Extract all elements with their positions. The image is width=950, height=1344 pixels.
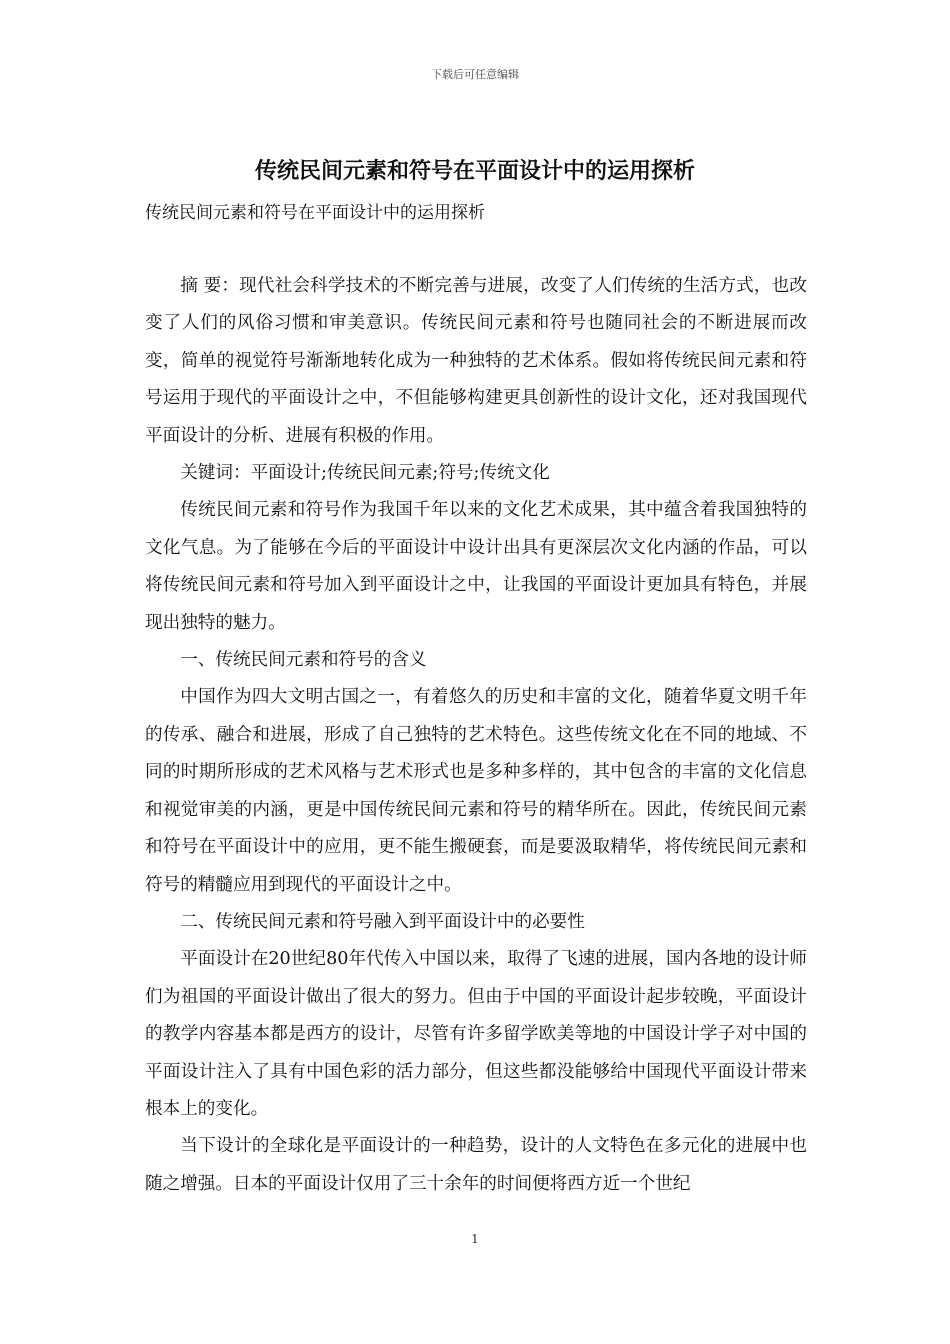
page-header-note: 下载后可任意编辑 xyxy=(431,68,519,81)
section-heading-2: 二、传统民间元素和符号融入到平面设计中的必要性 xyxy=(180,911,585,932)
keywords-paragraph: 关键词：平面设计;传统民间元素;符号;传统文化 xyxy=(180,463,550,484)
abstract-paragraph: 摘 要：现代社会科学技术的不断完善与进展，改变了人们传统的生活方式，也改变了人们的风俗习惯和审美意识。传统民间元素和符号也随同社会的不断进展而改变，简单的视觉符号渐渐地转化成为一种独特的艺术体系。假如将传统民间元素和符号运用于现代的平面设计之中，不但能够构建更具创新性的设计文化，还对我国现代平面设计的分析、进展有积极的作用。 xyxy=(145,276,807,446)
section-2-paragraph-1: 平面设计在20世纪80年代传入中国以来，取得了飞速的进展，国内各地的设计师们为祖国的平面设计做出了很大的努力。但由于中国的平面设计起步较晚，平面设计的教学内容基本都是西方的设计，尽管有许多留学欧美等地的中国设计学子对中国的平面设计注入了具有中国色彩的活力部分，但这些都没能够给中国现代平面设计带来根本上的变化。 xyxy=(145,949,807,1119)
document-subtitle: 传统民间元素和符号在平面设计中的运用探析 xyxy=(145,203,485,223)
intro-paragraph: 传统民间元素和符号作为我国千年以来的文化艺术成果，其中蕴含着我国独特的文化气息。为了能够在今后的平面设计中设计出具有更深层次文化内涵的作品，可以将传统民间元素和符号加入到平面设计之中，让我国的平面设计更加具有特色，并展现出独特的魅力。 xyxy=(145,500,807,633)
document-title: 传统民间元素和符号在平面设计中的运用探析 xyxy=(254,158,695,184)
section-heading-1: 一、传统民间元素和符号的含义 xyxy=(180,650,427,671)
section-2-paragraph-2: 当下设计的全球化是平面设计的一种趋势，设计的人文特色在多元化的进展中也随之增强。日本的平面设计仅用了三十余年的时间便将西方近一个世纪 xyxy=(145,1136,807,1194)
section-1-paragraph: 中国作为四大文明古国之一，有着悠久的历史和丰富的文化，随着华夏文明千年的传承、融合和进展，形成了自己独特的艺术特色。这些传统文化在不同的地域、不同的时期所形成的艺术风格与艺术形式也是多种多样的，其中包含的丰富的文化信息和视觉审美的内涵，更是中国传统民间元素和符号的精华所在。因此，传统民间元素和符号在平面设计中的应用，更不能生搬硬套，而是要汲取精华，将传统民间元素和符号的精髓应用到现代的平面设计之中。 xyxy=(145,687,807,895)
page-number: 1 xyxy=(471,1232,479,1246)
document-body xyxy=(145,268,807,1203)
